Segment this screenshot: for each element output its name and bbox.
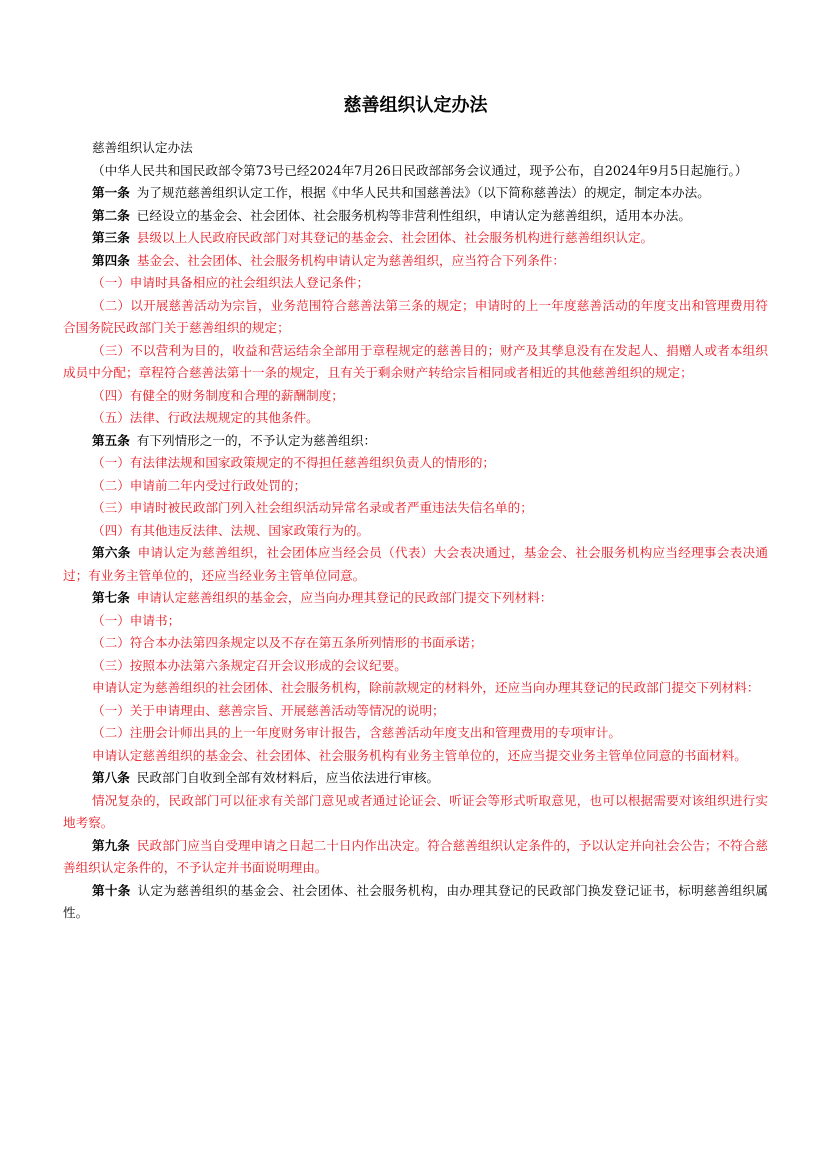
paragraph-text: 已经设立的基金会、社会团体、社会服务机构等非营利性组织，申请认定为慈善组织，适用本办法。 <box>136 207 691 223</box>
paragraph <box>63 407 768 430</box>
document-page <box>63 94 768 925</box>
paragraph <box>63 340 768 385</box>
article-number: 第八条 <box>92 770 130 785</box>
paragraph-text: 申请认定慈善组织的基金会、社会团体、社会服务机构有业务主管单位的，还应当提交业务主管单位同意的书面材料。 <box>92 747 747 763</box>
paragraph <box>63 137 768 160</box>
paragraph-text: 民政部门应当自受理申请之日起二十日内作出决定。符合慈善组织认定条件的，予以认定并向社会公告；不符合慈善组织认定条件的，不予认定并书面说明理由。 <box>63 837 769 875</box>
article-paragraph <box>63 182 768 205</box>
page-title: 慈善组织认定办法 <box>343 95 488 116</box>
paragraph <box>63 700 768 723</box>
article-paragraph <box>63 542 768 587</box>
paragraph-text: 申请认定为慈善组织，社会团体应当经会员（代表）大会表决通过，基金会、社会服务机构应当经理事会表决通过；有业务主管单位的，还应当经业务主管单位同意。 <box>63 545 769 583</box>
article-number: 第七条 <box>92 590 130 605</box>
paragraph-text: 慈善组织认定办法 <box>92 140 193 155</box>
paragraph-text: （三）按照本办法第六条规定召开会议形成的会议纪要。 <box>92 657 407 673</box>
paragraph <box>63 722 768 745</box>
paragraph-text: 基金会、社会团体、社会服务机构申请认定为慈善组织，应当符合下列条件： <box>136 252 565 268</box>
paragraph <box>63 790 768 835</box>
paragraph <box>63 655 768 678</box>
paragraph-text: （三）不以营利为目的，收益和营运结余全部用于章程规定的慈善目的；财产及其孳息没有在发起人、捐赠人或者本组织成员中分配；章程符合慈善法第十一条的规定，且有关于剩余财产转给宗旨相同或者相近的其他慈善组织的规定； <box>63 342 768 380</box>
paragraph-text: 为了规范慈善组织认定工作，根据《中华人民共和国慈善法》（以下简称慈善法）的规定，制定本办法。 <box>136 185 710 200</box>
article-number: 第二条 <box>92 207 130 223</box>
paragraph <box>63 610 768 633</box>
paragraph-text: 申请认定为慈善组织的社会团体、社会服务机构，除前款规定的材料外，还应当向办理其登记的民政部门提交下列材料： <box>92 680 760 695</box>
article-paragraph <box>63 880 768 925</box>
article-number: 第四条 <box>92 252 130 268</box>
paragraph <box>63 272 768 295</box>
paragraph-text: 申请认定慈善组织的基金会，应当向办理其登记的民政部门提交下列材料： <box>136 590 553 605</box>
paragraph <box>63 295 768 340</box>
paragraph <box>63 497 768 520</box>
paragraph <box>63 452 768 475</box>
paragraph <box>63 385 768 408</box>
paragraph-text: （一）申请时具备相应的社会组织法人登记条件； <box>92 275 370 290</box>
paragraph-text: （五）法律、行政法规规定的其他条件。 <box>92 410 319 425</box>
article-paragraph <box>63 587 768 610</box>
paragraph <box>63 160 768 183</box>
article-paragraph <box>63 205 768 228</box>
paragraph-text: （二）符合本办法第四条规定以及不存在第五条所列情形的书面承诺； <box>92 635 483 650</box>
paragraph-text: （三）申请时被民政部门列入社会组织活动异常名录或者严重违法失信名单的； <box>92 500 533 515</box>
article-paragraph <box>63 250 768 273</box>
article-paragraph <box>63 227 768 250</box>
article-number: 第五条 <box>92 432 130 448</box>
paragraph <box>63 520 768 543</box>
paragraph-text: 有下列情形之一的，不予认定为慈善组织： <box>136 432 377 448</box>
article-number: 第一条 <box>92 185 130 200</box>
article-number: 第六条 <box>92 545 131 560</box>
document-body <box>63 137 768 925</box>
paragraph-text: 县级以上人民政府民政部门对其登记的基金会、社会团体、社会服务机构进行慈善组织认定。 <box>136 230 654 245</box>
article-number: 第九条 <box>92 837 130 853</box>
paragraph <box>63 745 768 768</box>
paragraph-text: （一）关于申请理由、慈善宗旨、开展慈善活动等情况的说明； <box>92 702 445 718</box>
article-paragraph <box>63 430 768 453</box>
paragraph-text: （四）有其他违反法律、法规、国家政策行为的。 <box>92 522 370 538</box>
paragraph-text: 认定为慈善组织的基金会、社会团体、社会服务机构，由办理其登记的民政部门换发登记证书，标明慈善组织属性。 <box>63 882 769 920</box>
paragraph <box>63 475 768 498</box>
paragraph-text: （一）有法律法规和国家政策规定的不得担任慈善组织负责人的情形的； <box>92 455 495 470</box>
article-paragraph <box>63 767 768 790</box>
paragraph-text: （一）申请书； <box>92 612 181 628</box>
paragraph-text: 民政部门自收到全部有效材料后，应当依法进行审核。 <box>136 770 440 785</box>
paragraph <box>63 632 768 655</box>
paragraph-text: （四）有健全的财务制度和合理的薪酬制度； <box>92 387 344 403</box>
paragraph-text: （二）注册会计师出具的上一年度财务审计报告，含慈善活动年度支出和管理费用的专项审计。 <box>92 725 621 740</box>
paragraph-text: （中华人民共和国民政部令第73号已经2024年7月26日民政部部务会议通过，现予公布，自2024年9月5日起施行。） <box>92 162 748 178</box>
paragraph-text: （二）申请前二年内受过行政处罚的； <box>92 477 307 493</box>
paragraph-text: （二）以开展慈善活动为宗旨，业务范围符合慈善法第三条的规定；申请时的上一年度慈善活动的年度支出和管理费用符合国务院民政部门关于慈善组织的规定； <box>63 297 768 335</box>
article-number: 第三条 <box>92 230 130 245</box>
paragraph <box>63 677 768 700</box>
paragraph-text: 情况复杂的，民政部门可以征求有关部门意见或者通过论证会、听证会等形式听取意见，也可以根据需要对该组织进行实地考察。 <box>63 792 768 830</box>
article-paragraph <box>63 835 768 880</box>
article-number: 第十条 <box>92 882 131 898</box>
